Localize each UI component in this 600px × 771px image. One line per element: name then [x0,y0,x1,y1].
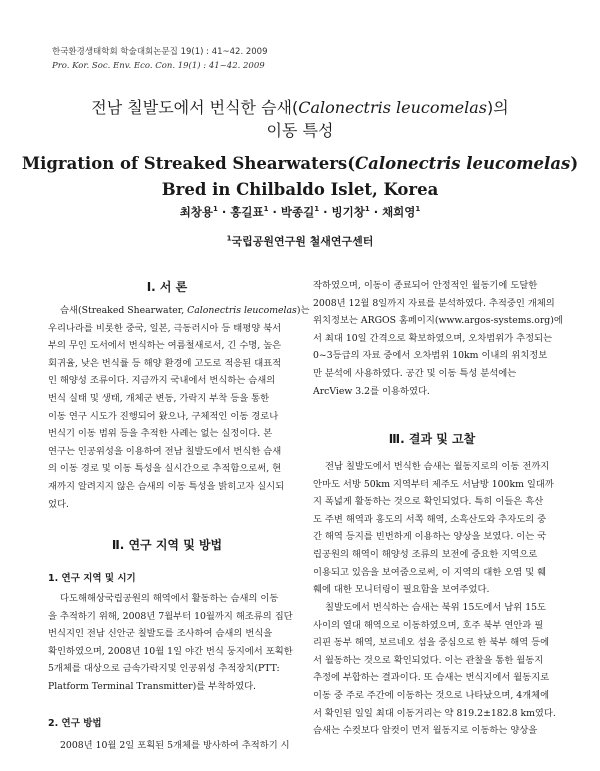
text-line: 이용되고 있음을 보여줌으로써, 이 지역의 대한 오염 및 훼 [313,566,547,578]
journal-info-korean: 한국환경생태학회 학술대회논문집 19(1) : 41~42. 2009 [52,47,268,57]
title-korean-line-2: 이동 특성 [266,121,334,140]
text-line: 간 해역 등지를 빈번하게 이용하는 양상을 보였다. 이는 국 [313,531,547,543]
text-line: 작하였으며, 이동이 종료되어 안정적인 월동기에 도달한 [313,280,538,291]
text-line: 었다. [48,498,69,510]
text-line: 지 폭넓게 활동하는 것으로 확인되었다. 특히 이들은 흑산 [313,496,544,508]
text-line: 슴새는 수컷보다 암컷이 먼저 월동지로 이동하는 양상을 [313,725,538,737]
text-line: 이동 중 주로 주간에 이동하는 것으로 나타났으며, 4개체에 [313,689,550,701]
study-area-paragraph [48,590,293,696]
author: 최창용 [179,205,214,219]
text-line: Platform Terminal Transmitter)를 부착하였다. [48,680,257,692]
text-line: 재까지 알려지지 않은 슴새의 이동 특성을 밝히고자 실시되 [48,480,285,492]
text-line: 안마도 서방 50km 지역부터 제주도 서남방 100km 일대까 [313,478,554,490]
author-list: 최창용$^1$ · 홍길표$^1$ · 박종길$^1$ · 빙기창$^1$ · 채희영$^1$ [179,205,421,219]
methods-paragraph [48,737,290,755]
methods-paragraph-continued [313,277,563,400]
section-heading-methods: Ⅱ. 연구 지역 및 방법 [111,538,223,552]
text-line: 의 이동 경로 및 이동 특성을 실시간으로 추적함으로써, 현 [48,463,282,475]
text-line: 번식 실태 및 생태, 개체군 변동, 가락지 부착 등을 통한 [48,392,270,404]
species-name: Calonectris leucomelas [298,98,488,117]
subsection-heading-study-area: 1. 연구 지역 및 시기 [48,573,136,584]
text-line: 부의 무인 도서에서 번식하는 여름철새로서, 긴 수명, 높은 [48,340,282,352]
text-line: 립공원의 해역이 해양성 조류의 보전에 중요한 지역으로 [313,548,538,560]
text-line: 사이의 열대 해역으로 이동하였으며, 호주 북부 연안과 필 [313,619,544,631]
text-line: 을 추적하기 위해, 2008년 7월부터 10월까지 해조류의 집단 [48,610,293,622]
subsection-heading-methods: 2. 연구 방법 [48,718,102,729]
text-line: 5개체를 대상으로 금속가락지및 인공위성 추적장치(PTT: [48,663,280,675]
title-english-line-2: Bred in Chilbaldo Islet, Korea [161,180,439,199]
text-line: 위치정보는 ARGOS 홈페이지(www.argos-systems.org)에 [313,315,563,327]
text-line: 인 해양성 조류이다. 지금까지 국내에서 번식하는 슴새의 [48,375,276,387]
title-english-line-1: Migration of Streaked Shearwaters(Calonectris leucomelas) [21,154,579,173]
section-heading-results: Ⅲ. 결과 및 고찰 [388,432,476,446]
text-line: 2008년 10월 2일 포획된 5개체를 방사하여 추적하기 시 [60,740,290,751]
author: 빙기창 [331,205,365,219]
text-line: 다도해해상국립공원의 해역에서 활동하는 슴새의 이동 [60,593,279,604]
text-line: 만 분석에 사용하였다. 공간 및 이동 특성 분석에는 [313,367,517,379]
text-line: 이동 연구 시도가 진행되어 왔으나, 구체적인 이동 경로나 [48,410,279,422]
text-line: 추정에 부합하는 결과이다. 또 슴새는 번식지에서 월동지로 [313,672,550,684]
text-line: 리핀 동부 해역, 보르네오 섬을 중심으로 한 북부 해역 등에 [313,637,550,649]
author: 채희영 [382,205,416,219]
results-paragraph-2 [313,599,556,740]
text-line: ArcView 3.2를 이용하였다. [313,385,430,397]
introduction-paragraph [48,302,310,513]
text-line: 번식기 이동 범위 등을 추적한 사례는 없는 실정이다. 본 [48,428,273,440]
title-korean [0,96,600,142]
text-line: 0~3등급의 자료 중에서 오차범위 10km 이내의 위치정보 [313,350,548,362]
text-line: 번식지인 전남 신안군 칠발도를 조사하여 슴새의 번식을 [48,628,273,640]
results-paragraph-1 [313,458,554,599]
author: 박종길 [280,205,315,219]
title-english [0,151,600,203]
text-line: 서 월동하는 것으로 확인되었다. 이는 관찰을 통한 월동지 [313,654,544,666]
text-line: 훼에 대한 모니터링이 필요함을 보여주었다. [313,584,490,596]
text-line: 도 주변 해역과 홍도의 서쪽 해역, 소흑산도와 추자도의 중 [313,513,547,525]
text-line: 서 확인된 일일 최대 이동거리는 약 819.2±182.8 km였다. [313,707,556,719]
journal-info-english: Pro. Kor. Soc. Env. Eco. Con. 19(1) : 41~42. 2009 [52,61,265,71]
text-line: 슴새(Streaked Shearwater, Calonectris leucomelas)는 [60,305,310,316]
author: 홍길표 [230,205,264,219]
section-heading-introduction: Ⅰ. 서 론 [146,280,188,294]
text-line: 칠발도에서 번식하는 슴새는 북위 15도에서 남위 15도 [325,602,547,613]
species-name: Calonectris leucomelas [355,154,571,173]
text-line: 회귀율, 낮은 번식률 등 해양 환경에 고도로 적응된 대표적 [48,357,282,369]
text-line: 확인하였으며, 2008년 10월 1일 야간 번식 둥지에서 포획한 [48,645,293,657]
title-korean-line-1: 전남 칠발도에서 번식한 슴새(Calonectris leucomelas)의 [91,98,509,117]
text-line: 전남 칠발도에서 번식한 슴새는 월동지로의 이동 전까지 [325,461,550,472]
affiliation: $^1$국립공원연구원 철새연구센터 [226,234,374,248]
text-line: 연구는 인공위성을 이용하여 전남 칠발도에서 번식한 슴새 [48,445,282,457]
text-line: 서 최대 10일 간격으로 확보하였으며, 오차범위가 추정되는 [313,332,553,344]
text-line: 2008년 12월 8일까지 자료를 분석하였다. 추적중인 개체의 [313,297,555,309]
text-line: 우리나라를 비롯한 중국, 일본, 극동러시아 등 태평양 북서 [48,322,282,334]
